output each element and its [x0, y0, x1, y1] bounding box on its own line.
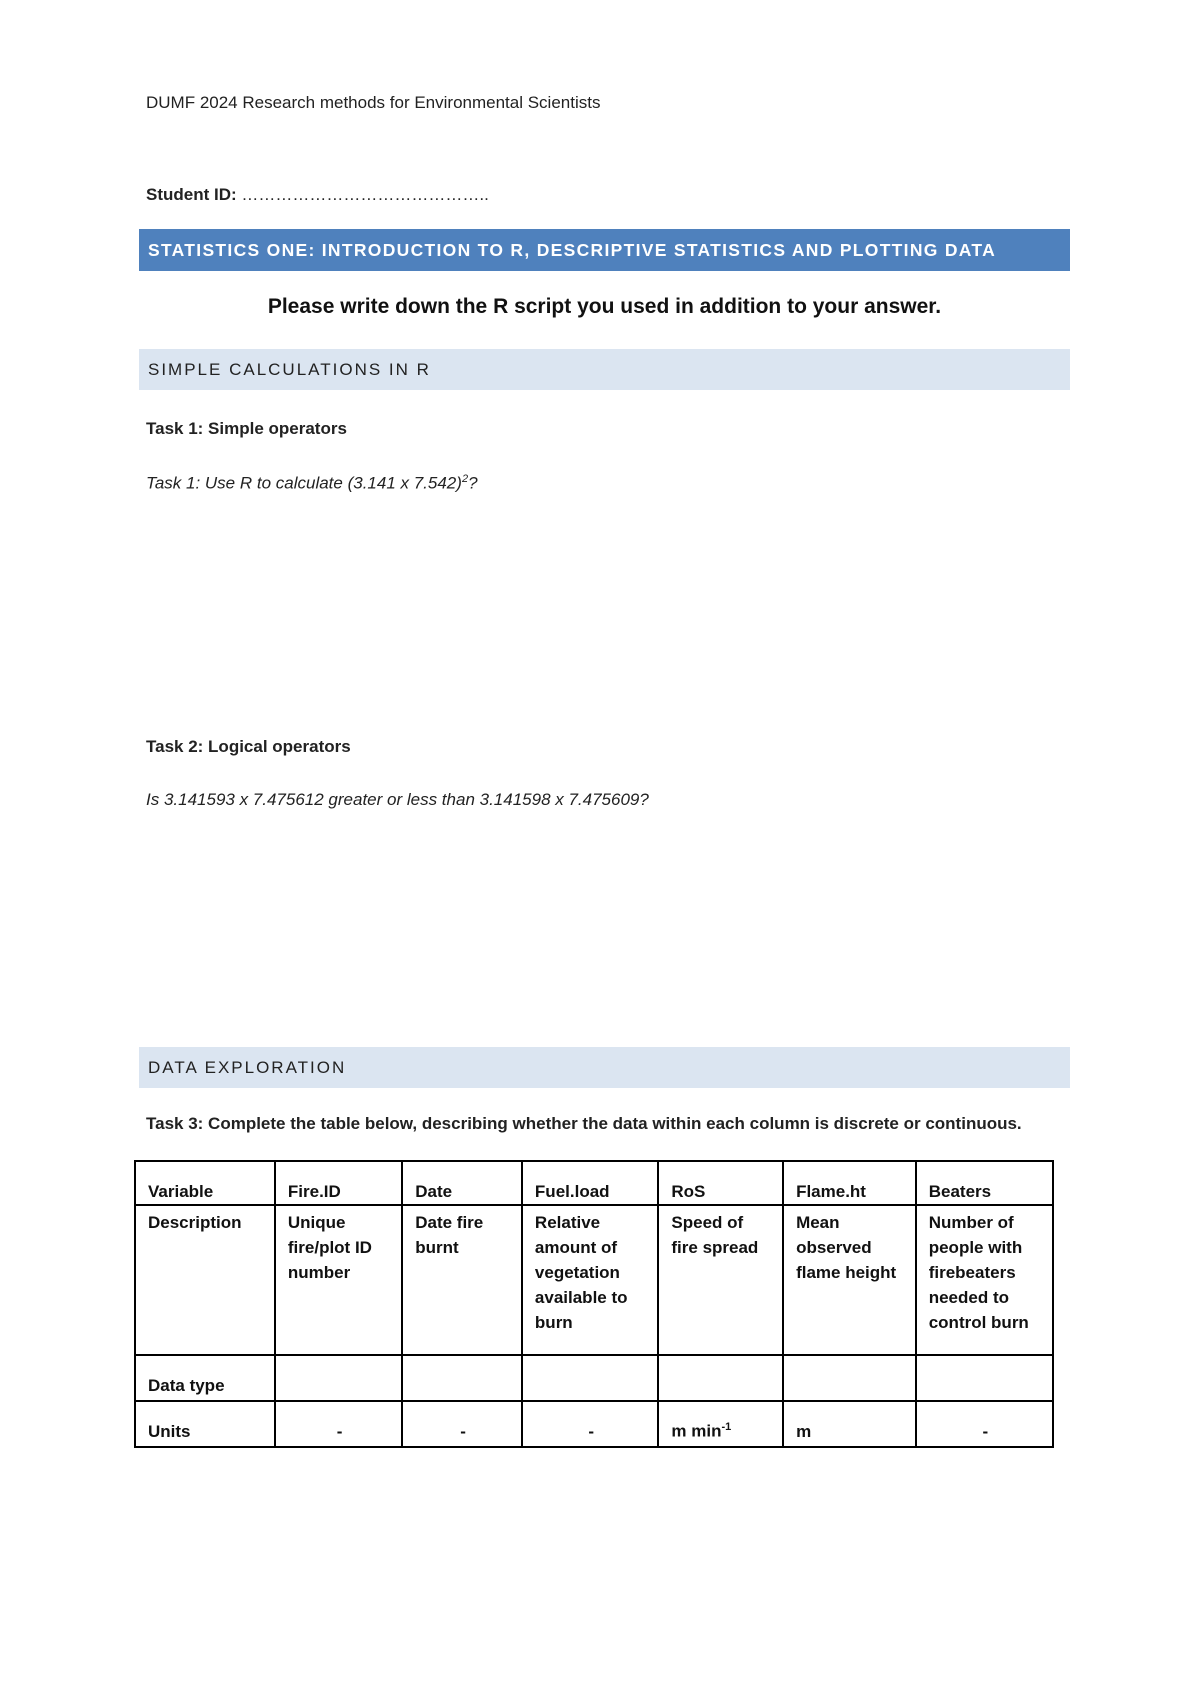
variable-beaters: Beaters — [916, 1161, 1053, 1205]
task2-question: Is 3.141593 x 7.475612 greater or less than 3.141598 x 7.475609? — [146, 790, 649, 809]
student-id-field[interactable] — [146, 185, 489, 205]
variables-table — [134, 1160, 1054, 1448]
section-data-exploration: DATA EXPLORATION — [139, 1047, 1070, 1088]
course-title: DUMF 2024 Research methods for Environmental Scientists — [146, 93, 601, 112]
units-fire-id: - — [275, 1401, 402, 1447]
student-id-blank[interactable]: …………………………………….. — [236, 185, 489, 204]
data-type-cell-flame-ht[interactable] — [783, 1355, 916, 1401]
units-ros-base: m min — [671, 1422, 722, 1441]
units-date: - — [402, 1401, 522, 1447]
row-label-data-type: Data type — [135, 1355, 275, 1401]
task1-question-exponent: 2 — [461, 473, 469, 485]
variable-fuel-load: Fuel.load — [522, 1161, 658, 1205]
row-label-units: Units — [135, 1401, 275, 1447]
units-ros — [658, 1401, 783, 1447]
description-flame-ht: Mean observed flame height — [783, 1205, 916, 1355]
variable-date: Date — [402, 1161, 522, 1205]
variable-flame-ht: Flame.ht — [783, 1161, 916, 1205]
data-type-cell-fuel-load[interactable] — [522, 1355, 658, 1401]
task1-question-end: ? — [468, 473, 478, 493]
variable-fire-id: Fire.ID — [275, 1161, 402, 1205]
data-type-cell-beaters[interactable] — [916, 1355, 1053, 1401]
task1-question-main: Task 1: Use R to calculate (3.141 x 7.542) — [146, 473, 462, 493]
units-ros-exponent: -1 — [721, 1421, 732, 1434]
description-beaters: Number of people with firebeaters needed to control burn — [916, 1205, 1053, 1355]
units-fuel-load: - — [522, 1401, 658, 1447]
data-type-cell-ros[interactable] — [658, 1355, 783, 1401]
row-label-variable: Variable — [135, 1161, 275, 1205]
table-row-description — [135, 1205, 1053, 1355]
task1-question — [146, 473, 478, 494]
description-fuel-load: Relative amount of vegetation available to burn — [522, 1205, 658, 1355]
table-row-data-type — [135, 1355, 1053, 1401]
instruction-text: Please write down the R script you used in addition to your answer. — [267, 295, 942, 318]
units-flame-ht: m — [783, 1401, 916, 1447]
table-row-units — [135, 1401, 1053, 1447]
task2-heading: Task 2: Logical operators — [146, 737, 351, 756]
data-type-cell-fire-id[interactable] — [275, 1355, 402, 1401]
row-label-description: Description — [135, 1205, 275, 1355]
section-simple-calculations: SIMPLE CALCULATIONS IN R — [139, 349, 1070, 390]
data-type-cell-date[interactable] — [402, 1355, 522, 1401]
description-fire-id: Unique fire/plot ID number — [275, 1205, 402, 1355]
table-row-variable — [135, 1161, 1053, 1205]
description-ros: Speed of fire spread — [658, 1205, 783, 1355]
statistics-one-banner: STATISTICS ONE: INTRODUCTION TO R, DESCRIPTIVE STATISTICS AND PLOTTING DATA — [139, 229, 1070, 271]
task1-heading: Task 1: Simple operators — [146, 419, 347, 438]
student-id-label: Student ID: — [146, 185, 237, 204]
units-beaters: - — [916, 1401, 1053, 1447]
task3-heading: Task 3: Complete the table below, describing whether the data within each column is discrete or continuous. — [146, 1114, 1022, 1133]
description-date: Date fire burnt — [402, 1205, 522, 1355]
variable-ros: RoS — [658, 1161, 783, 1205]
